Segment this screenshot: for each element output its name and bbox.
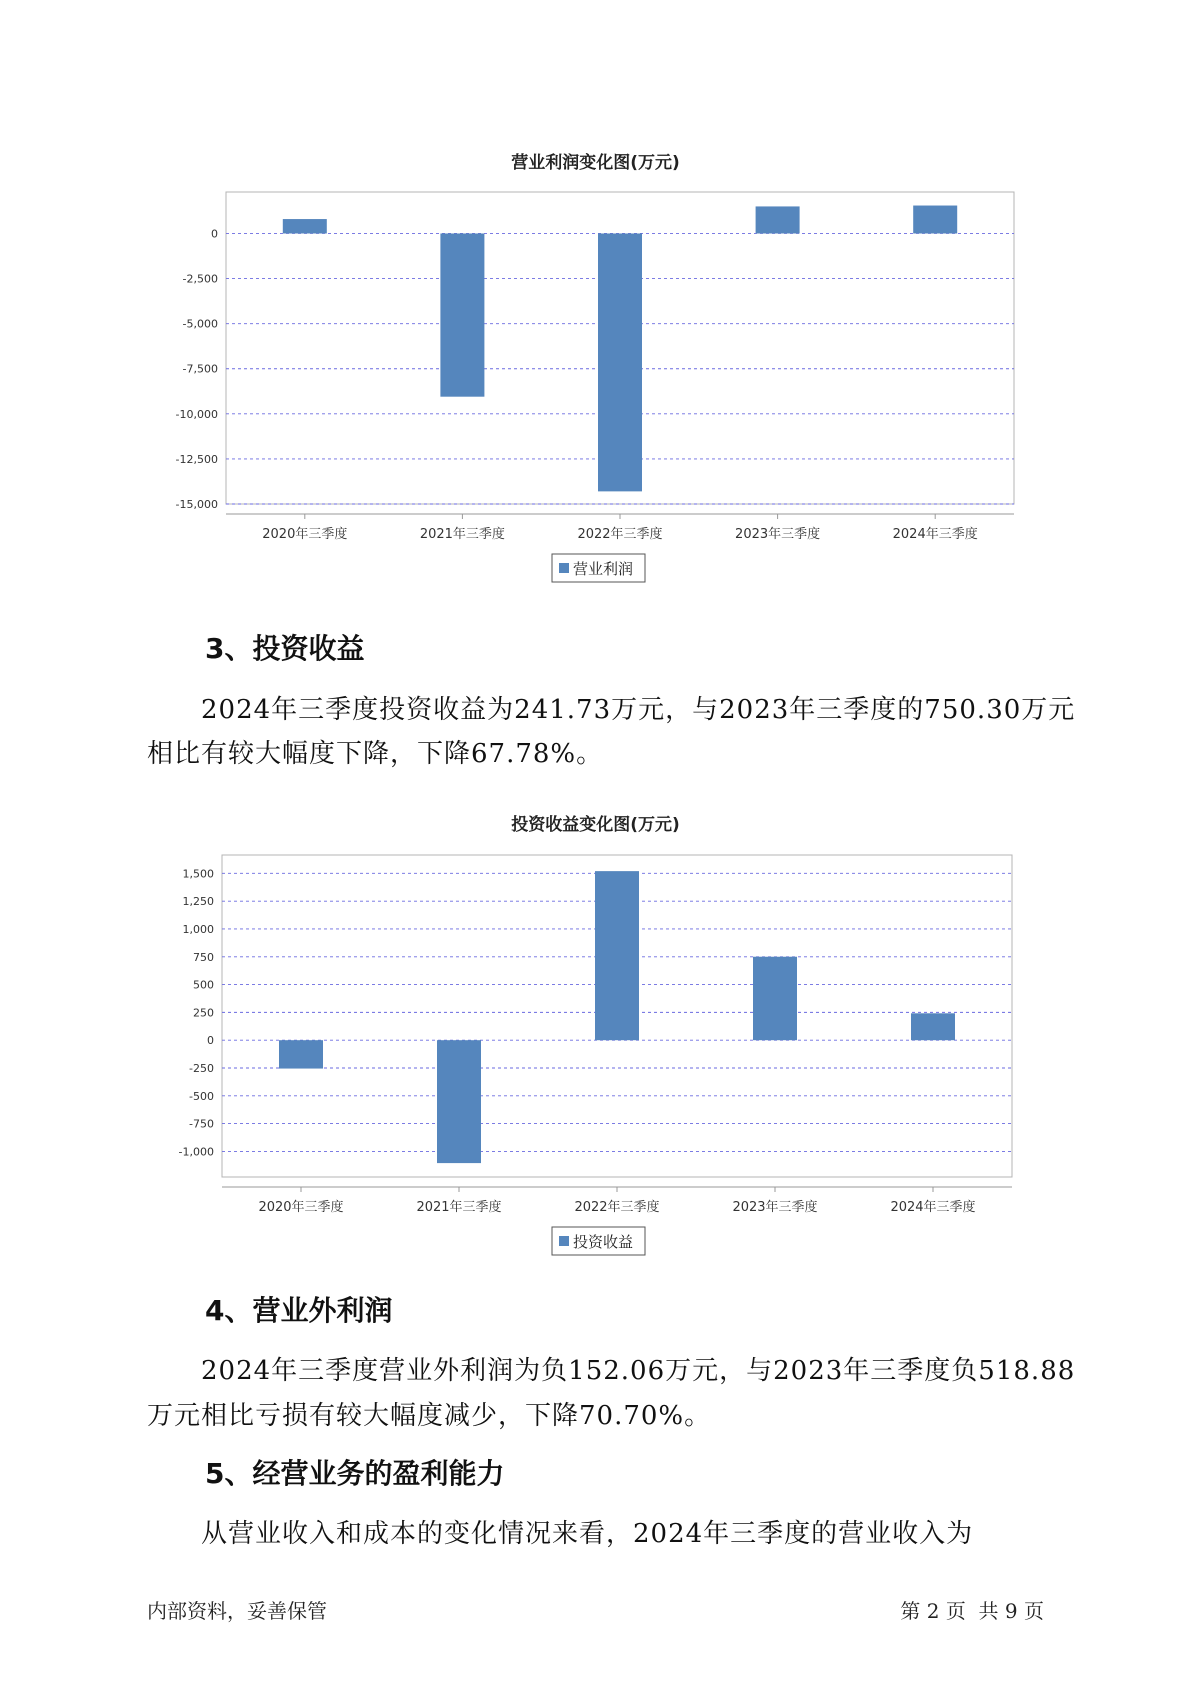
footer-confidential-note: 内部资料，妥善保管 [147,1599,327,1623]
y-tick-label: 1,500 [182,867,214,881]
legend-swatch [559,563,569,573]
x-tick-label: 2020年三季度 [258,1200,344,1215]
bar [756,206,800,233]
x-tick-label: 2021年三季度 [416,1200,502,1215]
nonop-heading: 4、营业外利润 [205,1294,393,1327]
y-tick-label: -5,000 [182,317,218,331]
nonop-text-line-2: 万元相比亏损有较大幅度减少，下降70.70%。 [147,1401,712,1431]
y-tick-label: 250 [193,1006,214,1020]
legend-label: 营业利润 [573,560,634,578]
x-tick-label: 2024年三季度 [892,527,978,542]
y-tick-label: 500 [193,978,214,992]
chart2-title: 投资收益变化图(万元) [511,815,680,835]
investment-income-chart [0,845,1191,1265]
y-tick-label: 0 [207,1034,214,1048]
legend-label: 投资收益 [573,1233,634,1251]
investment-text-line-1: 2024年三季度投资收益为241.73万元，与2023年三季度的750.30万元 [201,695,1076,725]
footer-page-number: 第 2 页 共 9 页 [900,1599,1044,1623]
legend-swatch [559,1236,569,1246]
bar [911,1013,955,1040]
y-tick-label: -500 [189,1089,214,1103]
bar [598,233,642,491]
x-tick-label: 2020年三季度 [262,527,348,542]
y-tick-label: -2,500 [182,272,218,286]
bar [753,957,797,1040]
profitability-text-line-1: 从营业收入和成本的变化情况来看，2024年三季度的营业收入为 [201,1519,974,1549]
operating-profit-chart [0,180,1191,600]
y-tick-label: 1,250 [182,895,214,909]
bar [913,206,957,234]
y-tick-label: -15,000 [175,498,218,511]
nonop-text-line-1: 2024年三季度营业外利润为负152.06万元，与2023年三季度负518.88 [201,1356,1076,1386]
bar [279,1040,323,1068]
x-tick-label: 2021年三季度 [419,527,505,542]
y-tick-label: -750 [189,1117,214,1131]
profitability-heading: 5、经营业务的盈利能力 [205,1457,505,1490]
y-tick-label: -10,000 [175,407,218,421]
y-tick-label: 750 [193,950,214,964]
y-tick-label: 0 [211,227,218,241]
x-tick-label: 2023年三季度 [735,527,821,542]
x-tick-label: 2022年三季度 [577,527,663,542]
chart1-title: 营业利润变化图(万元) [511,153,680,173]
x-tick-label: 2022年三季度 [574,1200,660,1215]
y-tick-label: -7,500 [182,362,218,376]
y-tick-label: -1,000 [178,1145,214,1159]
bar [437,1040,481,1163]
y-tick-label: 1,000 [182,922,214,936]
investment-heading: 3、投资收益 [205,632,365,665]
y-tick-label: -250 [189,1061,214,1075]
y-tick-label: -12,500 [175,452,218,466]
bar [595,871,639,1040]
x-tick-label: 2024年三季度 [890,1200,976,1215]
investment-text-line-2: 相比有较大幅度下降，下降67.78%。 [147,739,604,769]
bar [440,233,484,396]
bar [283,219,327,233]
x-tick-label: 2023年三季度 [732,1200,818,1215]
